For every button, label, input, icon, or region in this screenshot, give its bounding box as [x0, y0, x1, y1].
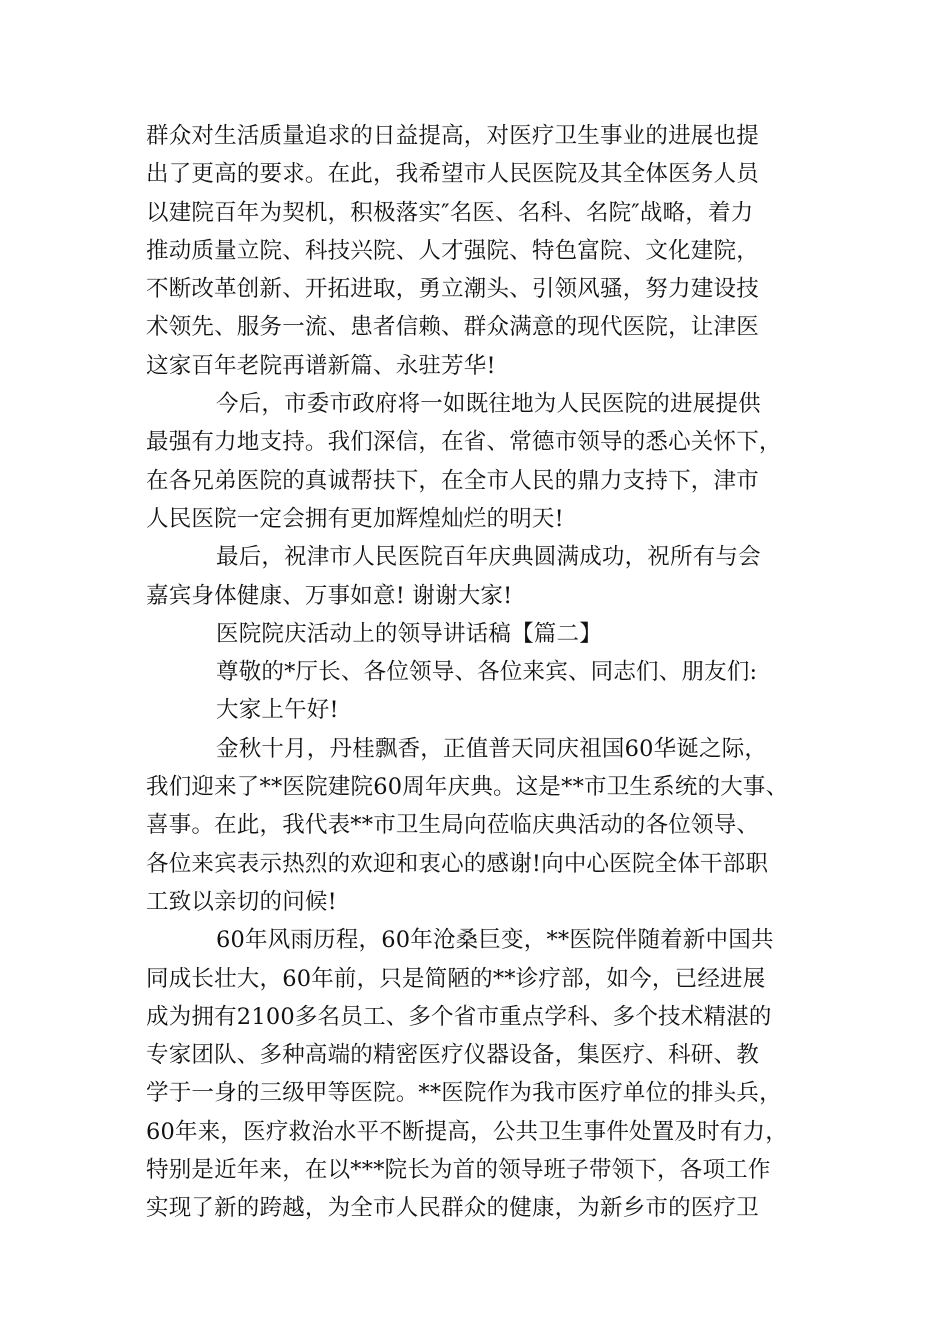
text-line: 金秋十月，丹桂飘香，正值普天同庆祖国60华诞之际，	[216, 735, 768, 762]
text-line: 在各兄弟医院的真诚帮扶下，在全市人民的鼎力支持下，津市	[146, 467, 759, 494]
text-line: 大家上午好!	[216, 697, 339, 724]
text-line: 工致以亲切的问候!	[146, 888, 337, 915]
text-line: 今后，市委市政府将一如既往地为人民医院的进展提供	[216, 391, 761, 418]
text-line: 出了更高的要求。在此，我希望市人民医院及其全体医务人员	[146, 161, 759, 188]
text-line: 实现了新的跨越，为全市人民群众的健康，为新乡市的医疗卫	[146, 1195, 759, 1222]
text-line: 最强有力地支持。我们深信，在省、常德市领导的悉心关怀下，	[146, 429, 782, 456]
text-line: 最后，祝津市人民医院百年庆典圆满成功，祝所有与会	[216, 544, 761, 571]
text-line: 术领先、服务一流、患者信赖、群众满意的现代医院，让津医	[146, 314, 759, 341]
text-line: 专家团队、多种高端的精密医疗仪器设备，集医疗、科研、教	[146, 1042, 759, 1069]
text-line: 群众对生活质量追求的日益提高，对医疗卫生事业的进展也提	[146, 123, 759, 149]
text-line: 人民医院一定会拥有更加辉煌灿烂的明天!	[146, 505, 564, 532]
text-line: 特别是近年来，在以***院长为首的领导班子带领下，各项工作	[146, 1157, 771, 1184]
text-line: 嘉宾身体健康、万事如意! 谢谢大家!	[146, 582, 513, 609]
text-line: 各位来宾表示热烈的欢迎和衷心的感谢!向中心医院全体干部职	[146, 850, 769, 877]
text-line: 学于一身的三级甲等医院。**医院作为我市医疗单位的排头兵，	[146, 1080, 782, 1107]
text-line: 以建院百年为契机，积极落实″名医、名科、名院″战略，着力	[146, 199, 754, 226]
document-body	[146, 117, 816, 1228]
text-line: 我们迎来了**医院建院60周年庆典。这是**市卫生系统的大事、	[146, 774, 789, 801]
text-line: 60年来，医疗救治水平不断提高，公共卫生事件处置及时有力，	[146, 1118, 788, 1145]
text-line: 同成长壮大，60年前，只是简陋的**诊疗部，如今，已经进展	[146, 965, 766, 992]
text-line: 成为拥有2100多名员工、多个省市重点学科、多个技术精湛的	[146, 1003, 772, 1030]
text-line: 60年风雨历程，60年沧桑巨变，**医院伴随着新中国共	[216, 927, 774, 954]
text-line: 尊敬的*厅长、各位领导、各位来宾、同志们、朋友们:	[216, 659, 758, 686]
text-line: 喜事。在此，我代表**市卫生局向莅临庆典活动的各位领导、	[146, 812, 760, 839]
text-line: 医院院庆活动上的领导讲话稿【篇二】	[216, 620, 602, 647]
text-line: 推动质量立院、科技兴院、人才强院、特色富院、文化建院，	[146, 237, 759, 264]
text-line: 不断改革创新、开拓进取，勇立潮头、引领风骚，努力建设技	[146, 276, 759, 303]
text-line: 这家百年老院再谱新篇、永驻芳华!	[146, 352, 496, 379]
